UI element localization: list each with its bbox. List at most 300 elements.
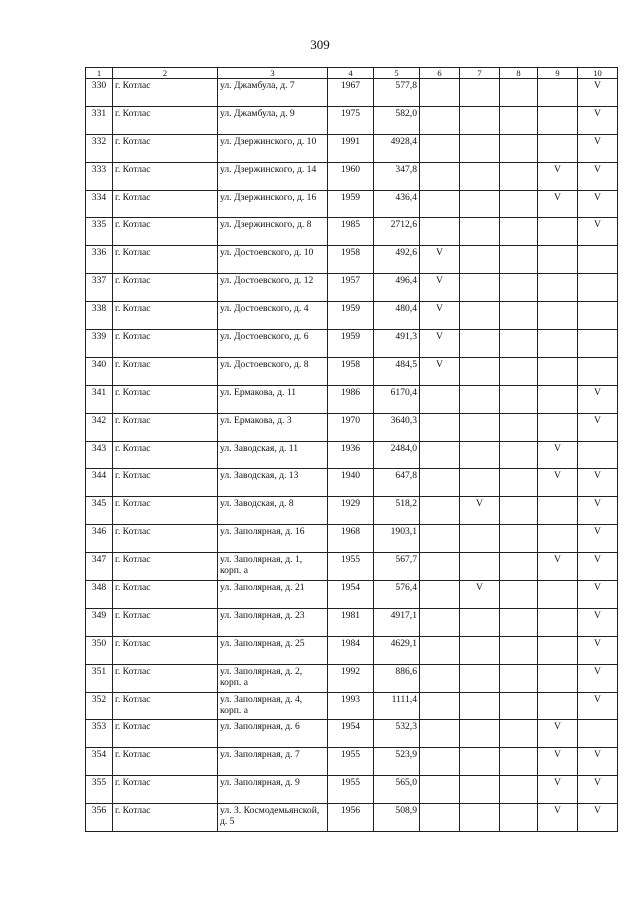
address-cell: ул. Дзержинского, д. 10	[218, 134, 328, 162]
mark-col-8-cell	[500, 804, 538, 832]
row-number-cell: 338	[86, 302, 113, 330]
area-cell: 1111,4	[374, 692, 420, 720]
address-cell: ул. Заполярная, д. 2, корп. а	[218, 664, 328, 692]
column-header: 2	[113, 68, 218, 79]
mark-col-8-cell	[500, 776, 538, 804]
mark-col-9-cell	[538, 581, 578, 609]
area-cell: 4629,1	[374, 636, 420, 664]
area-cell: 532,3	[374, 720, 420, 748]
mark-col-8-cell	[500, 274, 538, 302]
row-number-cell: 350	[86, 636, 113, 664]
address-cell: ул. Заполярная, д. 1, корп. а	[218, 553, 328, 581]
table-row	[86, 720, 618, 748]
table-row	[86, 274, 618, 302]
mark-col-10-cell: V	[578, 190, 618, 218]
mark-col-7-cell	[460, 106, 500, 134]
mark-col-9-cell: V	[538, 190, 578, 218]
mark-col-8-cell	[500, 692, 538, 720]
address-cell: ул. Дзержинского, д. 8	[218, 218, 328, 246]
row-number-cell: 348	[86, 581, 113, 609]
settlement-cell: г. Котлас	[113, 636, 218, 664]
table-row	[86, 525, 618, 553]
area-cell: 576,4	[374, 581, 420, 609]
table-row	[86, 385, 618, 413]
table-row	[86, 218, 618, 246]
mark-col-6-cell: V	[420, 357, 460, 385]
mark-col-8-cell	[500, 385, 538, 413]
settlement-cell: г. Котлас	[113, 106, 218, 134]
mark-col-10-cell: V	[578, 804, 618, 832]
table-body	[86, 79, 618, 832]
settlement-cell: г. Котлас	[113, 608, 218, 636]
mark-col-10-cell: V	[578, 608, 618, 636]
mark-col-8-cell	[500, 664, 538, 692]
table-row	[86, 79, 618, 107]
mark-col-6-cell	[420, 804, 460, 832]
area-cell: 480,4	[374, 302, 420, 330]
mark-col-10-cell	[578, 246, 618, 274]
mark-col-9-cell	[538, 385, 578, 413]
mark-col-8-cell	[500, 162, 538, 190]
mark-col-6-cell	[420, 608, 460, 636]
mark-col-8-cell	[500, 497, 538, 525]
year-built-cell: 1954	[328, 581, 374, 609]
mark-col-10-cell: V	[578, 218, 618, 246]
row-number-cell: 332	[86, 134, 113, 162]
address-cell: ул. Дзержинского, д. 16	[218, 190, 328, 218]
area-cell: 2712,6	[374, 218, 420, 246]
mark-col-7-cell	[460, 804, 500, 832]
area-cell: 523,9	[374, 748, 420, 776]
mark-col-10-cell: V	[578, 748, 618, 776]
settlement-cell: г. Котлас	[113, 385, 218, 413]
settlement-cell: г. Котлас	[113, 581, 218, 609]
mark-col-10-cell	[578, 274, 618, 302]
mark-col-10-cell: V	[578, 692, 618, 720]
column-header: 3	[218, 68, 328, 79]
row-number-cell: 341	[86, 385, 113, 413]
row-number-cell: 355	[86, 776, 113, 804]
mark-col-6-cell	[420, 720, 460, 748]
settlement-cell: г. Котлас	[113, 776, 218, 804]
year-built-cell: 1955	[328, 553, 374, 581]
mark-col-9-cell	[538, 274, 578, 302]
mark-col-10-cell: V	[578, 581, 618, 609]
row-number-cell: 351	[86, 664, 113, 692]
row-number-cell: 353	[86, 720, 113, 748]
year-built-cell: 1992	[328, 664, 374, 692]
settlement-cell: г. Котлас	[113, 302, 218, 330]
mark-col-7-cell	[460, 218, 500, 246]
mark-col-9-cell	[538, 246, 578, 274]
address-cell: ул. Заполярная, д. 25	[218, 636, 328, 664]
year-built-cell: 1956	[328, 804, 374, 832]
mark-col-8-cell	[500, 330, 538, 358]
mark-col-6-cell	[420, 441, 460, 469]
mark-col-9-cell	[538, 357, 578, 385]
address-cell: ул. Ермакова, д. 3	[218, 413, 328, 441]
mark-col-9-cell	[538, 79, 578, 107]
mark-col-7-cell	[460, 79, 500, 107]
year-built-cell: 1958	[328, 246, 374, 274]
settlement-cell: г. Котлас	[113, 497, 218, 525]
mark-col-10-cell: V	[578, 664, 618, 692]
column-header: 1	[86, 68, 113, 79]
area-cell: 6170,4	[374, 385, 420, 413]
row-number-cell: 335	[86, 218, 113, 246]
row-number-cell: 331	[86, 106, 113, 134]
settlement-cell: г. Котлас	[113, 441, 218, 469]
settlement-cell: г. Котлас	[113, 162, 218, 190]
mark-col-8-cell	[500, 748, 538, 776]
mark-col-9-cell	[538, 413, 578, 441]
mark-col-9-cell	[538, 497, 578, 525]
year-built-cell: 1967	[328, 79, 374, 107]
mark-col-7-cell	[460, 608, 500, 636]
mark-col-7-cell	[460, 274, 500, 302]
mark-col-6-cell	[420, 636, 460, 664]
year-built-cell: 1985	[328, 218, 374, 246]
mark-col-6-cell	[420, 190, 460, 218]
address-cell: ул. Достоевского, д. 6	[218, 330, 328, 358]
year-built-cell: 1955	[328, 776, 374, 804]
table-row	[86, 692, 618, 720]
row-number-cell: 352	[86, 692, 113, 720]
mark-col-10-cell: V	[578, 79, 618, 107]
settlement-cell: г. Котлас	[113, 664, 218, 692]
settlement-cell: г. Котлас	[113, 274, 218, 302]
area-cell: 496,4	[374, 274, 420, 302]
row-number-cell: 333	[86, 162, 113, 190]
row-number-cell: 330	[86, 79, 113, 107]
mark-col-7-cell	[460, 385, 500, 413]
row-number-cell: 347	[86, 553, 113, 581]
mark-col-10-cell	[578, 330, 618, 358]
mark-col-9-cell	[538, 302, 578, 330]
area-cell: 4917,1	[374, 608, 420, 636]
row-number-cell: 334	[86, 190, 113, 218]
address-cell: ул. Достоевского, д. 12	[218, 274, 328, 302]
mark-col-7-cell	[460, 776, 500, 804]
mark-col-6-cell	[420, 385, 460, 413]
mark-col-8-cell	[500, 357, 538, 385]
address-cell: ул. Достоевского, д. 4	[218, 302, 328, 330]
settlement-cell: г. Котлас	[113, 720, 218, 748]
address-cell: ул. Заводская, д. 13	[218, 469, 328, 497]
mark-col-9-cell: V	[538, 776, 578, 804]
table-row	[86, 302, 618, 330]
address-cell: ул. Заполярная, д. 7	[218, 748, 328, 776]
mark-col-8-cell	[500, 636, 538, 664]
area-cell: 3640,3	[374, 413, 420, 441]
area-cell: 4928,4	[374, 134, 420, 162]
address-cell: ул. Достоевского, д. 10	[218, 246, 328, 274]
address-cell: ул. Заполярная, д. 6	[218, 720, 328, 748]
mark-col-10-cell: V	[578, 525, 618, 553]
mark-col-10-cell: V	[578, 106, 618, 134]
settlement-cell: г. Котлас	[113, 357, 218, 385]
table-row	[86, 608, 618, 636]
mark-col-10-cell	[578, 357, 618, 385]
table-row	[86, 246, 618, 274]
mark-col-6-cell	[420, 413, 460, 441]
table-row	[86, 330, 618, 358]
mark-col-7-cell	[460, 720, 500, 748]
header-row	[86, 68, 618, 79]
year-built-cell: 1936	[328, 441, 374, 469]
mark-col-8-cell	[500, 553, 538, 581]
mark-col-6-cell: V	[420, 302, 460, 330]
area-cell: 491,3	[374, 330, 420, 358]
mark-col-9-cell	[538, 106, 578, 134]
mark-col-7-cell: V	[460, 581, 500, 609]
settlement-cell: г. Котлас	[113, 525, 218, 553]
table-row	[86, 776, 618, 804]
row-number-cell: 346	[86, 525, 113, 553]
year-built-cell: 1991	[328, 134, 374, 162]
mark-col-9-cell: V	[538, 804, 578, 832]
column-header: 9	[538, 68, 578, 79]
row-number-cell: 349	[86, 608, 113, 636]
address-cell: ул. Дзержинского, д. 14	[218, 162, 328, 190]
mark-col-6-cell	[420, 497, 460, 525]
mark-col-10-cell	[578, 720, 618, 748]
table-row	[86, 748, 618, 776]
settlement-cell: г. Котлас	[113, 553, 218, 581]
column-header: 4	[328, 68, 374, 79]
year-built-cell: 1968	[328, 525, 374, 553]
address-cell: ул. З. Космодемьянской, д. 5	[218, 804, 328, 832]
mark-col-8-cell	[500, 79, 538, 107]
year-built-cell: 1960	[328, 162, 374, 190]
mark-col-7-cell	[460, 330, 500, 358]
address-cell: ул. Заполярная, д. 23	[218, 608, 328, 636]
mark-col-6-cell	[420, 553, 460, 581]
year-built-cell: 1959	[328, 302, 374, 330]
settlement-cell: г. Котлас	[113, 330, 218, 358]
table-row	[86, 469, 618, 497]
area-cell: 886,6	[374, 664, 420, 692]
address-cell: ул. Заполярная, д. 16	[218, 525, 328, 553]
table-row	[86, 190, 618, 218]
mark-col-6-cell	[420, 525, 460, 553]
mark-col-7-cell	[460, 441, 500, 469]
mark-col-7-cell	[460, 692, 500, 720]
table-row	[86, 441, 618, 469]
row-number-cell: 340	[86, 357, 113, 385]
address-cell: ул. Заполярная, д. 21	[218, 581, 328, 609]
mark-col-7-cell	[460, 748, 500, 776]
address-cell: ул. Заполярная, д. 4, корп. а	[218, 692, 328, 720]
mark-col-6-cell: V	[420, 274, 460, 302]
mark-col-9-cell	[538, 664, 578, 692]
address-cell: ул. Заполярная, д. 9	[218, 776, 328, 804]
address-cell: ул. Джамбула, д. 7	[218, 79, 328, 107]
mark-col-6-cell	[420, 469, 460, 497]
table-row	[86, 134, 618, 162]
mark-col-10-cell: V	[578, 469, 618, 497]
mark-col-8-cell	[500, 106, 538, 134]
area-cell: 492,6	[374, 246, 420, 274]
row-number-cell: 342	[86, 413, 113, 441]
year-built-cell: 1957	[328, 274, 374, 302]
mark-col-6-cell	[420, 664, 460, 692]
mark-col-8-cell	[500, 608, 538, 636]
mark-col-6-cell	[420, 692, 460, 720]
area-cell: 567,7	[374, 553, 420, 581]
year-built-cell: 1959	[328, 190, 374, 218]
table-row	[86, 497, 618, 525]
mark-col-6-cell: V	[420, 246, 460, 274]
mark-col-10-cell: V	[578, 413, 618, 441]
mark-col-9-cell: V	[538, 162, 578, 190]
address-cell: ул. Заводская, д. 8	[218, 497, 328, 525]
mark-col-7-cell: V	[460, 497, 500, 525]
mark-col-6-cell	[420, 162, 460, 190]
mark-col-7-cell	[460, 413, 500, 441]
mark-col-7-cell	[460, 469, 500, 497]
mark-col-10-cell: V	[578, 134, 618, 162]
mark-col-7-cell	[460, 553, 500, 581]
mark-col-8-cell	[500, 190, 538, 218]
settlement-cell: г. Котлас	[113, 692, 218, 720]
settlement-cell: г. Котлас	[113, 748, 218, 776]
mark-col-7-cell	[460, 525, 500, 553]
table-row	[86, 357, 618, 385]
mark-col-6-cell: V	[420, 330, 460, 358]
year-built-cell: 1981	[328, 608, 374, 636]
row-number-cell: 356	[86, 804, 113, 832]
table-row	[86, 413, 618, 441]
mark-col-6-cell	[420, 79, 460, 107]
area-cell: 2484,0	[374, 441, 420, 469]
area-cell: 436,4	[374, 190, 420, 218]
year-built-cell: 1958	[328, 357, 374, 385]
mark-col-10-cell: V	[578, 162, 618, 190]
year-built-cell: 1984	[328, 636, 374, 664]
table-row	[86, 581, 618, 609]
mark-col-10-cell: V	[578, 776, 618, 804]
mark-col-10-cell: V	[578, 553, 618, 581]
mark-col-9-cell: V	[538, 441, 578, 469]
mark-col-6-cell	[420, 776, 460, 804]
mark-col-6-cell	[420, 581, 460, 609]
mark-col-10-cell: V	[578, 636, 618, 664]
mark-col-8-cell	[500, 581, 538, 609]
mark-col-9-cell	[538, 134, 578, 162]
year-built-cell: 1940	[328, 469, 374, 497]
mark-col-9-cell	[538, 692, 578, 720]
settlement-cell: г. Котлас	[113, 134, 218, 162]
area-cell: 508,9	[374, 804, 420, 832]
mark-col-8-cell	[500, 134, 538, 162]
table-row	[86, 106, 618, 134]
table-row	[86, 162, 618, 190]
mark-col-7-cell	[460, 302, 500, 330]
page-number: 309	[310, 37, 330, 52]
area-cell: 577,8	[374, 79, 420, 107]
settlement-cell: г. Котлас	[113, 218, 218, 246]
year-built-cell: 1975	[328, 106, 374, 134]
row-number-cell: 354	[86, 748, 113, 776]
year-built-cell: 1929	[328, 497, 374, 525]
mark-col-9-cell: V	[538, 720, 578, 748]
mark-col-7-cell	[460, 190, 500, 218]
settlement-cell: г. Котлас	[113, 79, 218, 107]
settlement-cell: г. Котлас	[113, 190, 218, 218]
mark-col-10-cell	[578, 302, 618, 330]
settlement-cell: г. Котлас	[113, 469, 218, 497]
area-cell: 582,0	[374, 106, 420, 134]
table-row	[86, 664, 618, 692]
mark-col-9-cell	[538, 218, 578, 246]
column-header: 8	[500, 68, 538, 79]
mark-col-9-cell	[538, 636, 578, 664]
address-cell: ул. Достоевского, д. 8	[218, 357, 328, 385]
mark-col-8-cell	[500, 720, 538, 748]
year-built-cell: 1970	[328, 413, 374, 441]
settlement-cell: г. Котлас	[113, 413, 218, 441]
mark-col-8-cell	[500, 525, 538, 553]
mark-col-8-cell	[500, 218, 538, 246]
column-header: 6	[420, 68, 460, 79]
mark-col-9-cell: V	[538, 469, 578, 497]
column-header: 5	[374, 68, 420, 79]
mark-col-8-cell	[500, 469, 538, 497]
mark-col-9-cell	[538, 608, 578, 636]
mark-col-10-cell	[578, 441, 618, 469]
mark-col-7-cell	[460, 246, 500, 274]
address-cell: ул. Джамбула, д. 9	[218, 106, 328, 134]
year-built-cell: 1954	[328, 720, 374, 748]
settlement-cell: г. Котлас	[113, 804, 218, 832]
row-number-cell: 337	[86, 274, 113, 302]
address-cell: ул. Ермакова, д. 11	[218, 385, 328, 413]
mark-col-8-cell	[500, 302, 538, 330]
year-built-cell: 1959	[328, 330, 374, 358]
area-cell: 1903,1	[374, 525, 420, 553]
mark-col-8-cell	[500, 441, 538, 469]
mark-col-7-cell	[460, 636, 500, 664]
column-header: 7	[460, 68, 500, 79]
year-built-cell: 1955	[328, 748, 374, 776]
row-number-cell: 344	[86, 469, 113, 497]
row-number-cell: 345	[86, 497, 113, 525]
settlement-cell: г. Котлас	[113, 246, 218, 274]
mark-col-6-cell	[420, 748, 460, 776]
area-cell: 518,2	[374, 497, 420, 525]
mark-col-7-cell	[460, 664, 500, 692]
row-number-cell: 336	[86, 246, 113, 274]
mark-col-9-cell: V	[538, 553, 578, 581]
mark-col-8-cell	[500, 246, 538, 274]
mark-col-9-cell	[538, 525, 578, 553]
address-cell: ул. Заводская, д. 11	[218, 441, 328, 469]
row-number-cell: 343	[86, 441, 113, 469]
mark-col-10-cell: V	[578, 385, 618, 413]
area-cell: 484,5	[374, 357, 420, 385]
mark-col-7-cell	[460, 134, 500, 162]
table-row	[86, 804, 618, 832]
mark-col-10-cell: V	[578, 497, 618, 525]
mark-col-6-cell	[420, 134, 460, 162]
year-built-cell: 1986	[328, 385, 374, 413]
mark-col-9-cell	[538, 330, 578, 358]
row-number-cell: 339	[86, 330, 113, 358]
mark-col-7-cell	[460, 357, 500, 385]
mark-col-8-cell	[500, 413, 538, 441]
housing-registry-table	[85, 67, 618, 832]
